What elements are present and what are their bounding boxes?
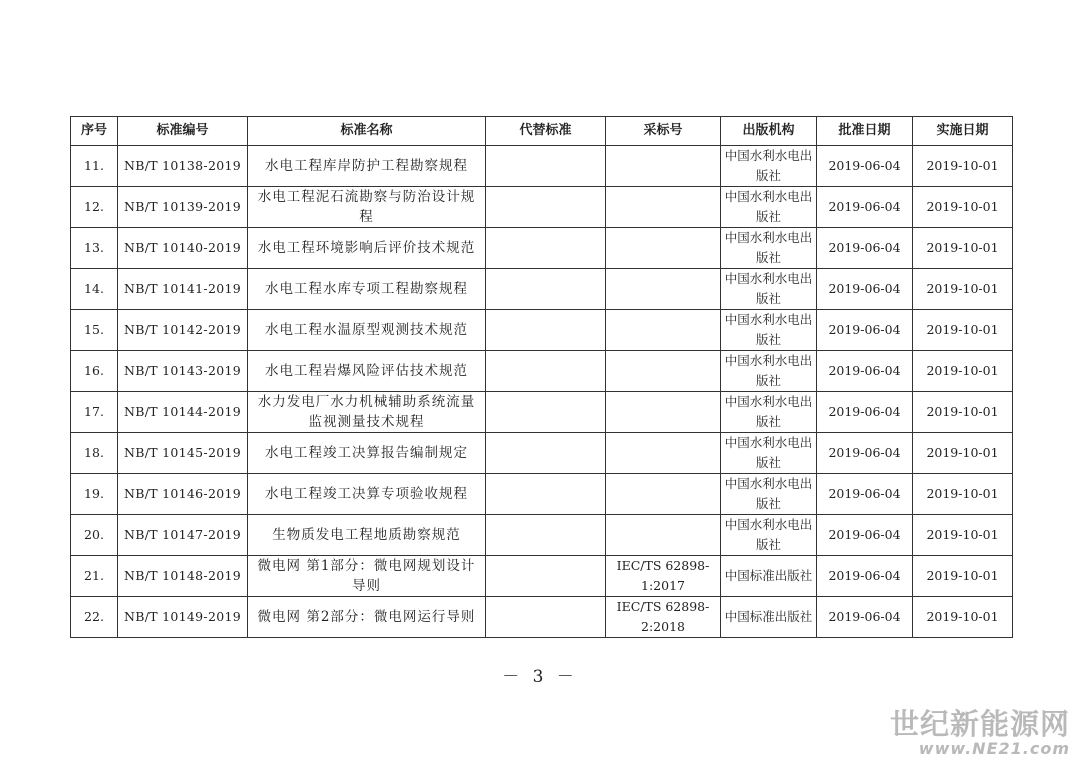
cell-adopted-number (606, 474, 721, 515)
cell-publisher: 中国水利水电出版社 (721, 433, 817, 474)
cell-adopted-number: IEC/TS 62898-2:2018 (606, 597, 721, 638)
table-row (71, 433, 1013, 474)
cell-approval-date: 2019-06-04 (817, 351, 913, 392)
cell-replaced-standard (486, 392, 606, 433)
header-effective-date: 实施日期 (913, 117, 1013, 146)
cell-effective-date: 2019-10-01 (913, 310, 1013, 351)
table-header-row (71, 117, 1013, 146)
cell-effective-date: 2019-10-01 (913, 228, 1013, 269)
cell-serial: 18. (71, 433, 118, 474)
cell-replaced-standard (486, 597, 606, 638)
cell-standard-name: 水力发电厂水力机械辅助系统流量监视测量技术规程 (248, 392, 486, 433)
cell-standard-code: NB/T 10146-2019 (118, 474, 248, 515)
header-adopted-number: 采标号 (606, 117, 721, 146)
cell-standard-code: NB/T 10140-2019 (118, 228, 248, 269)
cell-adopted-number: IEC/TS 62898-1:2017 (606, 556, 721, 597)
cell-publisher: 中国水利水电出版社 (721, 351, 817, 392)
cell-replaced-standard (486, 228, 606, 269)
cell-replaced-standard (486, 310, 606, 351)
cell-serial: 16. (71, 351, 118, 392)
cell-serial: 22. (71, 597, 118, 638)
cell-approval-date: 2019-06-04 (817, 433, 913, 474)
cell-replaced-standard (486, 474, 606, 515)
cell-approval-date: 2019-06-04 (817, 515, 913, 556)
cell-adopted-number (606, 228, 721, 269)
cell-standard-name: 水电工程水温原型观测技术规范 (248, 310, 486, 351)
cell-standard-name: 生物质发电工程地质勘察规范 (248, 515, 486, 556)
table-row (71, 515, 1013, 556)
table-row (71, 474, 1013, 515)
cell-effective-date: 2019-10-01 (913, 474, 1013, 515)
cell-standard-code: NB/T 10143-2019 (118, 351, 248, 392)
cell-serial: 12. (71, 187, 118, 228)
header-standard-code: 标准编号 (118, 117, 248, 146)
cell-publisher: 中国水利水电出版社 (721, 515, 817, 556)
cell-serial: 19. (71, 474, 118, 515)
table-row (71, 310, 1013, 351)
cell-publisher: 中国水利水电出版社 (721, 228, 817, 269)
cell-serial: 15. (71, 310, 118, 351)
table-body (71, 146, 1013, 638)
cell-standard-code: NB/T 10149-2019 (118, 597, 248, 638)
cell-publisher: 中国水利水电出版社 (721, 146, 817, 187)
cell-standard-code: NB/T 10139-2019 (118, 187, 248, 228)
cell-adopted-number (606, 187, 721, 228)
cell-effective-date: 2019-10-01 (913, 351, 1013, 392)
cell-approval-date: 2019-06-04 (817, 556, 913, 597)
table-row (71, 187, 1013, 228)
cell-standard-name: 微电网 第1部分：微电网规划设计导则 (248, 556, 486, 597)
cell-standard-code: NB/T 10138-2019 (118, 146, 248, 187)
cell-effective-date: 2019-10-01 (913, 433, 1013, 474)
cell-standard-code: NB/T 10148-2019 (118, 556, 248, 597)
cell-standard-code: NB/T 10142-2019 (118, 310, 248, 351)
header-serial: 序号 (71, 117, 118, 146)
table-row (71, 351, 1013, 392)
cell-publisher: 中国标准出版社 (721, 597, 817, 638)
cell-effective-date: 2019-10-01 (913, 146, 1013, 187)
table-row (71, 597, 1013, 638)
cell-effective-date: 2019-10-01 (913, 597, 1013, 638)
cell-replaced-standard (486, 187, 606, 228)
cell-standard-name: 水电工程竣工决算专项验收规程 (248, 474, 486, 515)
header-publisher: 出版机构 (721, 117, 817, 146)
cell-approval-date: 2019-06-04 (817, 597, 913, 638)
watermark-title: 世纪新能源网 (889, 707, 1070, 741)
table-row (71, 269, 1013, 310)
header-approval-date: 批准日期 (817, 117, 913, 146)
cell-replaced-standard (486, 269, 606, 310)
cell-approval-date: 2019-06-04 (817, 269, 913, 310)
table-row (71, 556, 1013, 597)
cell-effective-date: 2019-10-01 (913, 392, 1013, 433)
cell-standard-name: 水电工程岩爆风险评估技术规范 (248, 351, 486, 392)
header-standard-name: 标准名称 (248, 117, 486, 146)
cell-standard-name: 水电工程环境影响后评价技术规范 (248, 228, 486, 269)
standards-table (70, 116, 1013, 638)
cell-approval-date: 2019-06-04 (817, 146, 913, 187)
cell-replaced-standard (486, 515, 606, 556)
cell-serial: 21. (71, 556, 118, 597)
cell-standard-name: 水电工程竣工决算报告编制规定 (248, 433, 486, 474)
table-row (71, 228, 1013, 269)
cell-adopted-number (606, 351, 721, 392)
cell-publisher: 中国水利水电出版社 (721, 474, 817, 515)
cell-adopted-number (606, 269, 721, 310)
cell-publisher: 中国水利水电出版社 (721, 392, 817, 433)
cell-effective-date: 2019-10-01 (913, 556, 1013, 597)
cell-approval-date: 2019-06-04 (817, 392, 913, 433)
cell-effective-date: 2019-10-01 (913, 515, 1013, 556)
table-row (71, 146, 1013, 187)
cell-standard-name: 微电网 第2部分：微电网运行导则 (248, 597, 486, 638)
cell-adopted-number (606, 392, 721, 433)
cell-standard-code: NB/T 10144-2019 (118, 392, 248, 433)
cell-adopted-number (606, 515, 721, 556)
cell-standard-code: NB/T 10147-2019 (118, 515, 248, 556)
cell-replaced-standard (486, 351, 606, 392)
cell-serial: 20. (71, 515, 118, 556)
cell-serial: 13. (71, 228, 118, 269)
cell-adopted-number (606, 146, 721, 187)
cell-publisher: 中国水利水电出版社 (721, 269, 817, 310)
header-replaced-standard: 代替标准 (486, 117, 606, 146)
cell-approval-date: 2019-06-04 (817, 228, 913, 269)
cell-approval-date: 2019-06-04 (817, 310, 913, 351)
cell-publisher: 中国水利水电出版社 (721, 310, 817, 351)
cell-serial: 14. (71, 269, 118, 310)
cell-serial: 17. (71, 392, 118, 433)
cell-serial: 11. (71, 146, 118, 187)
cell-effective-date: 2019-10-01 (913, 187, 1013, 228)
watermark (890, 708, 1070, 758)
page-number: － 3 － (502, 667, 578, 687)
cell-standard-name: 水电工程库岸防护工程勘察规程 (248, 146, 486, 187)
cell-replaced-standard (486, 146, 606, 187)
cell-standard-name: 水电工程泥石流勘察与防治设计规程 (248, 187, 486, 228)
cell-adopted-number (606, 310, 721, 351)
cell-standard-name: 水电工程水库专项工程勘察规程 (248, 269, 486, 310)
cell-adopted-number (606, 433, 721, 474)
cell-replaced-standard (486, 433, 606, 474)
cell-publisher: 中国水利水电出版社 (721, 187, 817, 228)
cell-standard-code: NB/T 10141-2019 (118, 269, 248, 310)
cell-approval-date: 2019-06-04 (817, 474, 913, 515)
watermark-url: www.NE21.com (918, 739, 1070, 758)
cell-replaced-standard (486, 556, 606, 597)
table-row (71, 392, 1013, 433)
cell-standard-code: NB/T 10145-2019 (118, 433, 248, 474)
cell-approval-date: 2019-06-04 (817, 187, 913, 228)
cell-publisher: 中国标准出版社 (721, 556, 817, 597)
cell-effective-date: 2019-10-01 (913, 269, 1013, 310)
